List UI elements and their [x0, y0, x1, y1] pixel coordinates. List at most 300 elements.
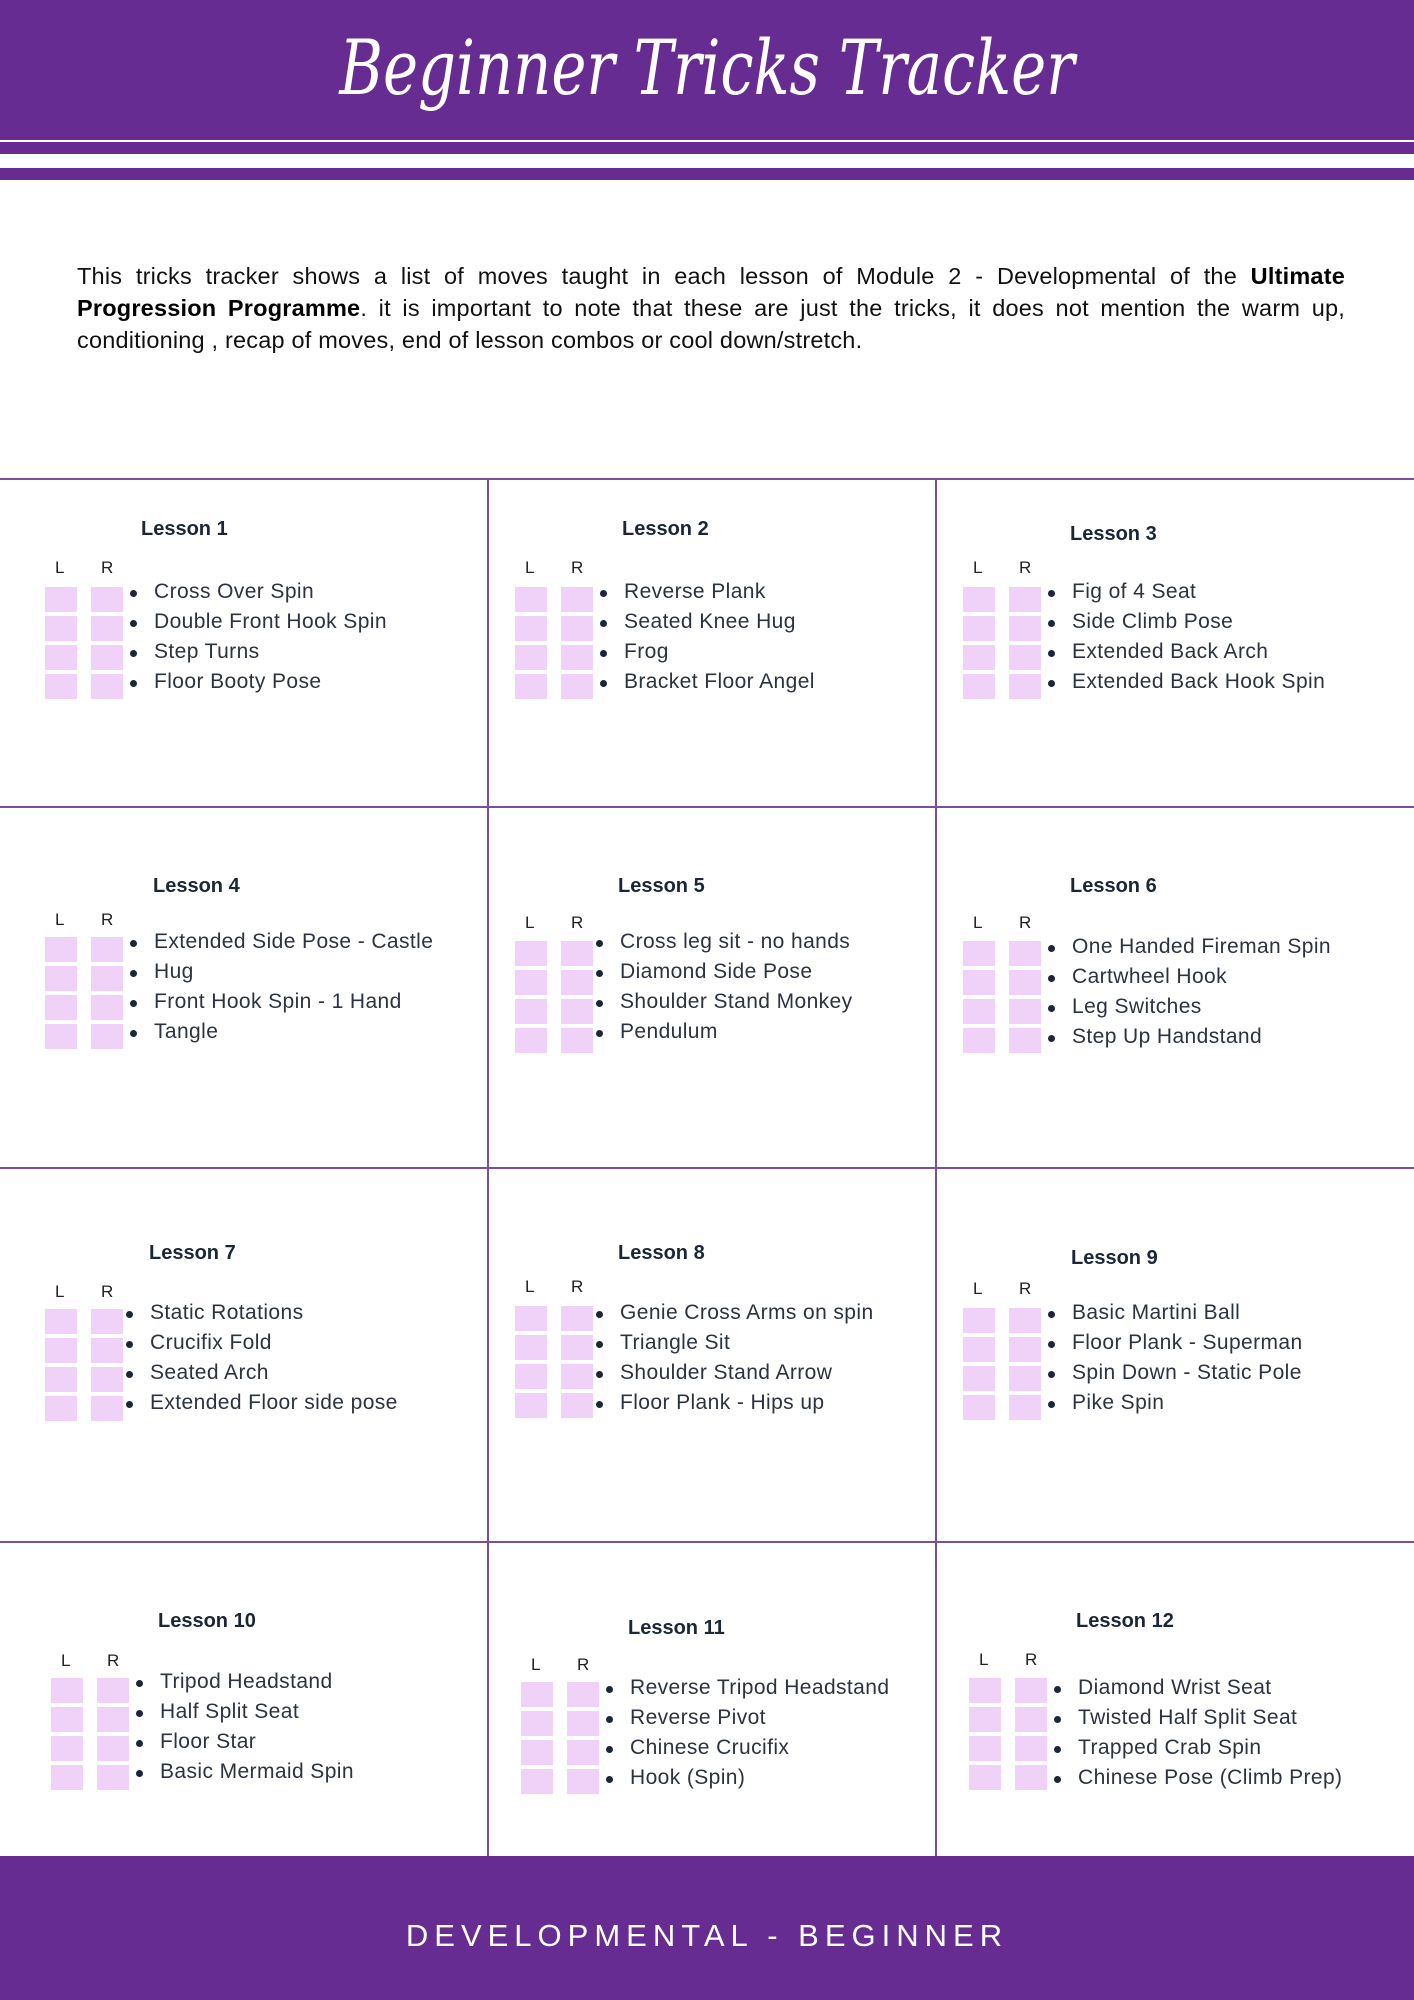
lesson-1-left-checkbox-1[interactable]: [45, 587, 77, 612]
list-item: [597, 637, 815, 667]
bullet-icon: [126, 1341, 133, 1348]
list-item: [1045, 992, 1331, 1022]
lesson-11-left-checkbox-4[interactable]: [521, 1769, 553, 1794]
list-item: [593, 1388, 874, 1418]
lesson-2-right-checkbox-3[interactable]: [561, 645, 593, 670]
lesson-1-left-checkbox-3[interactable]: [45, 645, 77, 670]
bullet-icon: [130, 940, 137, 947]
trick-name: Seated Arch: [150, 1361, 269, 1384]
page-title: Beginner Tricks Tracker: [339, 23, 1075, 112]
list-item: [593, 1328, 874, 1358]
lesson-5-right-checkbox-4[interactable]: [561, 1028, 593, 1053]
list-item: [603, 1703, 889, 1733]
intro-programme-name: Ultimate Progression Programme: [77, 263, 1345, 321]
list-item: [1045, 962, 1331, 992]
bullet-icon: [596, 1371, 603, 1378]
lesson-9-left-label: L: [973, 1279, 983, 1298]
lesson-2-left-checkbox-1[interactable]: [515, 587, 547, 612]
trick-name: Floor Star: [160, 1730, 257, 1753]
trick-name: Diamond Wrist Seat: [1078, 1676, 1272, 1699]
lesson-5-right-checkbox-1[interactable]: [561, 941, 593, 966]
lesson-8-right-checkbox-1[interactable]: [561, 1306, 593, 1331]
list-item: [127, 927, 433, 957]
list-item: [1045, 607, 1325, 637]
lesson-5-trick-list: [593, 927, 853, 1047]
trick-name: Floor Plank - Superman: [1072, 1331, 1303, 1354]
lesson-8-left-checkbox-3[interactable]: [515, 1364, 547, 1389]
bullet-icon: [1054, 1746, 1061, 1753]
bullet-icon: [596, 1311, 603, 1318]
lesson-6-trick-list: [1045, 932, 1331, 1052]
lesson-6-right-checkbox-4[interactable]: [1009, 1028, 1041, 1053]
lesson-6-left-checkbox-4[interactable]: [963, 1028, 995, 1053]
trick-name: Shoulder Stand Arrow: [620, 1361, 833, 1384]
trick-name: Triangle Sit: [620, 1331, 731, 1354]
list-item: [127, 637, 387, 667]
list-item: [133, 1667, 354, 1697]
lesson-8-right-checkbox-4[interactable]: [561, 1393, 593, 1418]
lesson-12-right-checkbox-1[interactable]: [1015, 1678, 1047, 1703]
lesson-2-left-checkbox-3[interactable]: [515, 645, 547, 670]
lesson-3-right-label: R: [1019, 558, 1032, 577]
lesson-12-left-checkbox-3[interactable]: [969, 1736, 1001, 1761]
lesson-2-right-checkbox-1[interactable]: [561, 587, 593, 612]
trick-name: Reverse Pivot: [630, 1706, 766, 1729]
list-item: [133, 1697, 354, 1727]
lesson-11-right-checkbox-4[interactable]: [567, 1769, 599, 1794]
list-item: [133, 1727, 354, 1757]
list-item: [1045, 1328, 1303, 1358]
trick-name: Hug: [154, 960, 194, 983]
header-stripe-lower: [0, 168, 1414, 180]
lesson-5-left-label: L: [525, 913, 535, 932]
list-item: [1051, 1673, 1342, 1703]
intro-text-start: This tricks tracker shows a list of moves taught in each lesson of Module 2 - Developmental of the: [77, 263, 1251, 289]
lesson-11-title: Lesson 11: [628, 1617, 725, 1639]
list-item: [127, 577, 387, 607]
list-item: [1045, 577, 1325, 607]
bullet-icon: [1048, 1371, 1055, 1378]
bullet-icon: [126, 1401, 133, 1408]
lesson-4-right-label: R: [101, 910, 114, 929]
bullet-icon: [130, 1030, 137, 1037]
list-item: [593, 957, 853, 987]
lesson-8-right-checkbox-3[interactable]: [561, 1364, 593, 1389]
lesson-6-right-checkbox-1[interactable]: [1009, 941, 1041, 966]
trick-name: Step Turns: [154, 640, 260, 663]
bullet-icon: [126, 1311, 133, 1318]
trick-name: Hook (Spin): [630, 1766, 746, 1789]
bullet-icon: [596, 970, 603, 977]
lesson-1-right-checkbox-2[interactable]: [91, 616, 123, 641]
lesson-3-trick-list: [1045, 577, 1325, 697]
list-item: [1045, 637, 1325, 667]
trick-name: Diamond Side Pose: [620, 960, 813, 983]
lesson-12-left-checkbox-1[interactable]: [969, 1678, 1001, 1703]
trick-name: Twisted Half Split Seat: [1078, 1706, 1298, 1729]
lesson-2-right-checkbox-2[interactable]: [561, 616, 593, 641]
lesson-11-trick-list: [603, 1673, 889, 1793]
lesson-7-right-label: R: [101, 1282, 114, 1301]
bullet-icon: [606, 1716, 613, 1723]
lesson-4-right-checkbox-2[interactable]: [91, 966, 123, 991]
bullet-icon: [1048, 1401, 1055, 1408]
list-item: [597, 577, 815, 607]
lesson-7-trick-list: [123, 1298, 398, 1418]
lesson-8-trick-list: [593, 1298, 874, 1418]
lesson-2-right-label: R: [571, 558, 584, 577]
trick-name: Tangle: [154, 1020, 219, 1043]
bullet-icon: [1048, 1005, 1055, 1012]
bullet-icon: [130, 620, 137, 627]
grid-line-row-2-top: [0, 806, 1414, 808]
list-item: [1051, 1703, 1342, 1733]
lesson-9-title: Lesson 9: [1071, 1247, 1158, 1269]
lesson-9-right-checkbox-3[interactable]: [1009, 1366, 1041, 1391]
lesson-11-left-label: L: [531, 1655, 541, 1674]
lesson-9-right-checkbox-2[interactable]: [1009, 1337, 1041, 1362]
lesson-4-left-label: L: [55, 910, 65, 929]
bullet-icon: [130, 590, 137, 597]
list-item: [1045, 667, 1325, 697]
lesson-1-right-checkbox-1[interactable]: [91, 587, 123, 612]
bullet-icon: [606, 1686, 613, 1693]
intro-paragraph: [77, 260, 1345, 356]
lesson-2-title: Lesson 2: [622, 518, 709, 540]
trick-name: One Handed Fireman Spin: [1072, 935, 1332, 958]
lesson-1-right-checkbox-3[interactable]: [91, 645, 123, 670]
list-item: [1045, 1388, 1303, 1418]
lesson-10-title: Lesson 10: [158, 1610, 256, 1632]
trick-name: Static Rotations: [150, 1301, 304, 1324]
lesson-1-left-checkbox-4[interactable]: [45, 674, 77, 699]
lesson-4-right-checkbox-4[interactable]: [91, 1024, 123, 1049]
trick-name: Double Front Hook Spin: [154, 610, 387, 633]
trick-name: Extended Floor side pose: [150, 1391, 398, 1414]
lesson-10-right-label: R: [107, 1651, 120, 1670]
trick-name: Leg Switches: [1072, 995, 1202, 1018]
trick-name: Side Climb Pose: [1072, 610, 1234, 633]
trick-name: Pike Spin: [1072, 1391, 1165, 1414]
list-item: [1051, 1763, 1342, 1793]
lesson-11-right-checkbox-3[interactable]: [567, 1740, 599, 1765]
lesson-2-trick-list: [597, 577, 815, 697]
lesson-3-right-checkbox-1[interactable]: [1009, 587, 1041, 612]
bullet-icon: [136, 1770, 143, 1777]
trick-name: Reverse Plank: [624, 580, 766, 603]
lesson-5-left-checkbox-4[interactable]: [515, 1028, 547, 1053]
lesson-5-left-checkbox-1[interactable]: [515, 941, 547, 966]
lesson-2-left-label: L: [525, 558, 535, 577]
bullet-icon: [596, 1000, 603, 1007]
trick-name: Front Hook Spin - 1 Hand: [154, 990, 402, 1013]
lesson-9-trick-list: [1045, 1298, 1303, 1418]
lesson-12-left-checkbox-2[interactable]: [969, 1707, 1001, 1732]
lesson-10-right-checkbox-1[interactable]: [97, 1678, 129, 1703]
lesson-7-left-checkbox-4[interactable]: [45, 1396, 77, 1421]
trick-name: Tripod Headstand: [160, 1670, 333, 1693]
lesson-6-title: Lesson 6: [1070, 875, 1157, 897]
trick-name: Fig of 4 Seat: [1072, 580, 1197, 603]
lesson-10-left-label: L: [61, 1651, 71, 1670]
lesson-10-left-checkbox-1[interactable]: [51, 1678, 83, 1703]
trick-name: Cross Over Spin: [154, 580, 315, 603]
trick-name: Shoulder Stand Monkey: [620, 990, 853, 1013]
list-item: [603, 1763, 889, 1793]
lesson-8-left-checkbox-1[interactable]: [515, 1306, 547, 1331]
bullet-icon: [130, 680, 137, 687]
lesson-10-right-checkbox-3[interactable]: [97, 1736, 129, 1761]
list-item: [127, 667, 387, 697]
trick-name: Chinese Crucifix: [630, 1736, 790, 1759]
header-stripe: [0, 140, 1414, 154]
lesson-8-title: Lesson 8: [618, 1242, 705, 1264]
lesson-10-right-checkbox-4[interactable]: [97, 1765, 129, 1790]
list-item: [1045, 1298, 1303, 1328]
lesson-6-right-checkbox-3[interactable]: [1009, 999, 1041, 1024]
lesson-2-right-checkbox-4[interactable]: [561, 674, 593, 699]
list-item: [127, 987, 433, 1017]
lesson-3-left-checkbox-4[interactable]: [963, 674, 995, 699]
list-item: [123, 1358, 398, 1388]
trick-name: Cross leg sit - no hands: [620, 930, 851, 953]
lesson-5-title: Lesson 5: [618, 875, 705, 897]
bullet-icon: [1054, 1686, 1061, 1693]
lesson-12-left-checkbox-4[interactable]: [969, 1765, 1001, 1790]
bullet-icon: [606, 1776, 613, 1783]
lesson-9-left-checkbox-4[interactable]: [963, 1395, 995, 1420]
trick-name: Basic Mermaid Spin: [160, 1760, 354, 1783]
trick-name: Extended Back Arch: [1072, 640, 1269, 663]
lesson-11-right-label: R: [577, 1655, 590, 1674]
list-item: [1045, 1358, 1303, 1388]
lesson-6-left-checkbox-3[interactable]: [963, 999, 995, 1024]
trick-name: Floor Booty Pose: [154, 670, 322, 693]
header-divider: [0, 140, 1414, 142]
lesson-10-right-checkbox-2[interactable]: [97, 1707, 129, 1732]
grid-line-col-1: [487, 478, 489, 1856]
lesson-8-right-label: R: [571, 1277, 584, 1296]
lesson-1-left-checkbox-2[interactable]: [45, 616, 77, 641]
lesson-10-left-checkbox-3[interactable]: [51, 1736, 83, 1761]
lesson-12-right-label: R: [1025, 1650, 1038, 1669]
trick-name: Chinese Pose (Climb Prep): [1078, 1766, 1343, 1789]
lesson-8-left-checkbox-2[interactable]: [515, 1335, 547, 1360]
lesson-12-trick-list: [1051, 1673, 1342, 1793]
list-item: [593, 1298, 874, 1328]
lesson-3-title: Lesson 3: [1070, 523, 1157, 545]
trick-name: Bracket Floor Angel: [624, 670, 815, 693]
trick-name: Extended Back Hook Spin: [1072, 670, 1326, 693]
lesson-3-right-checkbox-4[interactable]: [1009, 674, 1041, 699]
trick-name: Basic Martini Ball: [1072, 1301, 1241, 1324]
lesson-8-left-label: L: [525, 1277, 535, 1296]
lesson-4-right-checkbox-1[interactable]: [91, 937, 123, 962]
lesson-9-right-label: R: [1019, 1279, 1032, 1298]
lesson-4-left-checkbox-4[interactable]: [45, 1024, 77, 1049]
lesson-7-right-checkbox-4[interactable]: [91, 1396, 123, 1421]
bullet-icon: [130, 1000, 137, 1007]
lesson-6-left-label: L: [973, 913, 983, 932]
trick-name: Seated Knee Hug: [624, 610, 796, 633]
trick-name: Genie Cross Arms on spin: [620, 1301, 874, 1324]
bullet-icon: [1054, 1716, 1061, 1723]
lesson-11-left-checkbox-1[interactable]: [521, 1682, 553, 1707]
trick-name: Floor Plank - Hips up: [620, 1391, 825, 1414]
lesson-6-left-checkbox-2[interactable]: [963, 970, 995, 995]
list-item: [597, 607, 815, 637]
lesson-4-trick-list: [127, 927, 433, 1047]
lesson-9-right-checkbox-4[interactable]: [1009, 1395, 1041, 1420]
lesson-9-left-checkbox-2[interactable]: [963, 1337, 995, 1362]
trick-name: Spin Down - Static Pole: [1072, 1361, 1302, 1384]
lesson-12-title: Lesson 12: [1076, 1610, 1174, 1632]
bullet-icon: [596, 1401, 603, 1408]
lesson-9-left-checkbox-1[interactable]: [963, 1308, 995, 1333]
list-item: [593, 927, 853, 957]
list-item: [127, 957, 433, 987]
lesson-1-trick-list: [127, 577, 387, 697]
lesson-10-left-checkbox-4[interactable]: [51, 1765, 83, 1790]
lesson-6-right-label: R: [1019, 913, 1032, 932]
list-item: [123, 1298, 398, 1328]
lesson-3-left-checkbox-1[interactable]: [963, 587, 995, 612]
lesson-3-left-checkbox-2[interactable]: [963, 616, 995, 641]
list-item: [603, 1733, 889, 1763]
bullet-icon: [1048, 680, 1055, 687]
list-item: [1045, 932, 1331, 962]
lesson-12-right-checkbox-4[interactable]: [1015, 1765, 1047, 1790]
bullet-icon: [1048, 1035, 1055, 1042]
lesson-10-left-checkbox-2[interactable]: [51, 1707, 83, 1732]
footer-label: DEVELOPMENTAL - BEGINNER: [405, 1918, 1009, 1953]
list-item: [1045, 1022, 1331, 1052]
bullet-icon: [600, 650, 607, 657]
bullet-icon: [126, 1371, 133, 1378]
lesson-11-right-checkbox-2[interactable]: [567, 1711, 599, 1736]
list-item: [597, 667, 815, 697]
lesson-1-left-label: L: [55, 558, 65, 577]
lesson-3-left-checkbox-3[interactable]: [963, 645, 995, 670]
list-item: [593, 1358, 874, 1388]
header-gap: [0, 154, 1414, 168]
bullet-icon: [606, 1746, 613, 1753]
bullet-icon: [130, 970, 137, 977]
grid-line-col-2: [935, 478, 937, 1856]
lesson-5-right-checkbox-2[interactable]: [561, 970, 593, 995]
lesson-12-right-checkbox-3[interactable]: [1015, 1736, 1047, 1761]
lesson-2-left-checkbox-4[interactable]: [515, 674, 547, 699]
list-item: [127, 607, 387, 637]
lesson-3-left-label: L: [973, 558, 983, 577]
lesson-7-right-checkbox-2[interactable]: [91, 1338, 123, 1363]
lesson-12-right-checkbox-2[interactable]: [1015, 1707, 1047, 1732]
lesson-7-left-checkbox-2[interactable]: [45, 1338, 77, 1363]
lesson-4-left-checkbox-1[interactable]: [45, 937, 77, 962]
lesson-10-trick-list: [133, 1667, 354, 1787]
bullet-icon: [1054, 1776, 1061, 1783]
lesson-7-right-checkbox-1[interactable]: [91, 1309, 123, 1334]
trick-name: Cartwheel Hook: [1072, 965, 1227, 988]
bullet-icon: [1048, 1311, 1055, 1318]
trick-name: Trapped Crab Spin: [1078, 1736, 1262, 1759]
lesson-9-right-checkbox-1[interactable]: [1009, 1308, 1041, 1333]
lesson-11-left-checkbox-3[interactable]: [521, 1740, 553, 1765]
bullet-icon: [596, 940, 603, 947]
lesson-3-right-checkbox-3[interactable]: [1009, 645, 1041, 670]
lesson-7-right-checkbox-3[interactable]: [91, 1367, 123, 1392]
trick-name: Pendulum: [620, 1020, 718, 1043]
lesson-5-right-label: R: [571, 913, 584, 932]
trick-name: Half Split Seat: [160, 1700, 300, 1723]
lesson-11-right-checkbox-1[interactable]: [567, 1682, 599, 1707]
bullet-icon: [1048, 620, 1055, 627]
bullet-icon: [136, 1740, 143, 1747]
bullet-icon: [600, 590, 607, 597]
trick-name: Extended Side Pose - Castle: [154, 930, 434, 953]
bullet-icon: [1048, 1341, 1055, 1348]
lesson-11-left-checkbox-2[interactable]: [521, 1711, 553, 1736]
bullet-icon: [1048, 590, 1055, 597]
bullet-icon: [600, 680, 607, 687]
list-item: [123, 1328, 398, 1358]
lesson-7-title: Lesson 7: [149, 1242, 236, 1264]
lesson-1-title: Lesson 1: [141, 518, 228, 540]
trick-name: Reverse Tripod Headstand: [630, 1676, 890, 1699]
lesson-1-right-label: R: [101, 558, 114, 577]
lesson-1-right-checkbox-4[interactable]: [91, 674, 123, 699]
bullet-icon: [1048, 650, 1055, 657]
bullet-icon: [1048, 945, 1055, 952]
lesson-7-left-label: L: [55, 1282, 65, 1301]
lesson-5-left-checkbox-3[interactable]: [515, 999, 547, 1024]
bullet-icon: [130, 650, 137, 657]
lesson-5-right-checkbox-3[interactable]: [561, 999, 593, 1024]
bullet-icon: [600, 620, 607, 627]
list-item: [123, 1388, 398, 1418]
bullet-icon: [596, 1030, 603, 1037]
bullet-icon: [136, 1710, 143, 1717]
lesson-8-right-checkbox-2[interactable]: [561, 1335, 593, 1360]
lesson-4-right-checkbox-3[interactable]: [91, 995, 123, 1020]
lesson-2-left-checkbox-2[interactable]: [515, 616, 547, 641]
lesson-4-title: Lesson 4: [153, 875, 240, 897]
trick-name: Step Up Handstand: [1072, 1025, 1263, 1048]
lesson-9-left-checkbox-3[interactable]: [963, 1366, 995, 1391]
grid-line-row-3-top: [0, 1167, 1414, 1169]
lesson-7-left-checkbox-1[interactable]: [45, 1309, 77, 1334]
bullet-icon: [596, 1341, 603, 1348]
lesson-7-left-checkbox-3[interactable]: [45, 1367, 77, 1392]
lesson-4-left-checkbox-2[interactable]: [45, 966, 77, 991]
list-item: [603, 1673, 889, 1703]
lesson-4-left-checkbox-3[interactable]: [45, 995, 77, 1020]
list-item: [593, 1017, 853, 1047]
lesson-6-right-checkbox-2[interactable]: [1009, 970, 1041, 995]
list-item: [133, 1757, 354, 1787]
lesson-3-right-checkbox-2[interactable]: [1009, 616, 1041, 641]
bullet-icon: [136, 1680, 143, 1687]
lesson-5-left-checkbox-2[interactable]: [515, 970, 547, 995]
list-item: [593, 987, 853, 1017]
lesson-8-left-checkbox-4[interactable]: [515, 1393, 547, 1418]
trick-name: Frog: [624, 640, 669, 663]
grid-line-row-4-top: [0, 1541, 1414, 1543]
lesson-6-left-checkbox-1[interactable]: [963, 941, 995, 966]
list-item: [127, 1017, 433, 1047]
bullet-icon: [1048, 975, 1055, 982]
lesson-12-left-label: L: [979, 1650, 989, 1669]
